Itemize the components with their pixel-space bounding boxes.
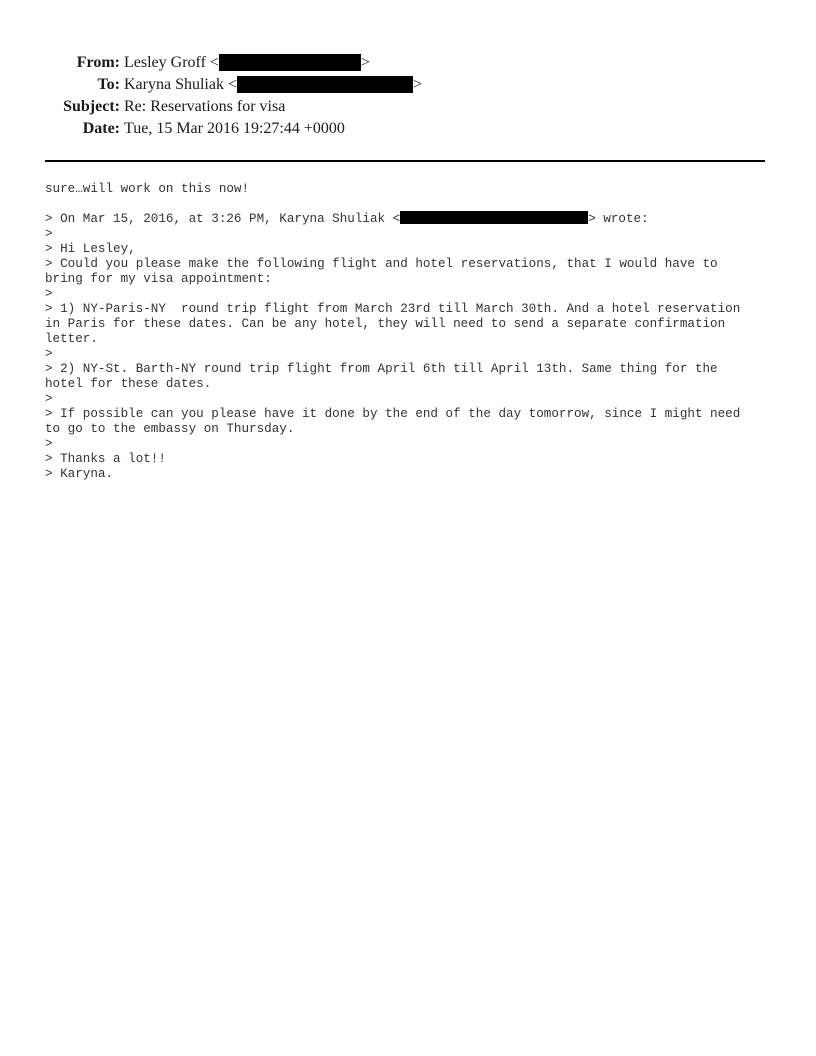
subject-label: Subject:	[63, 98, 120, 115]
subject-row	[0, 96, 816, 118]
quote-line: > Could you please make the following flight and hotel reservations, that I would have to	[45, 257, 718, 271]
quote-line: > Thanks a lot!!	[45, 452, 166, 466]
quote-line: >	[45, 227, 53, 241]
blank-line	[45, 197, 785, 212]
from-close: >	[360, 54, 370, 71]
quote-line: to go to the embassy on Thursday.	[45, 422, 295, 436]
quote-intro-pre: > On Mar 15, 2016, at 3:26 PM, Karyna Shuliak <	[45, 212, 401, 226]
reply-text: sure…will work on this now!	[45, 182, 250, 196]
to-label: To:	[97, 76, 120, 93]
quote-line: >	[45, 437, 53, 451]
redacted-email	[219, 54, 361, 71]
quote-intro-post: > wrote:	[588, 212, 649, 226]
quote-line: > Hi Lesley,	[45, 242, 136, 256]
header-divider	[45, 160, 765, 162]
from-value	[124, 52, 370, 74]
to-name: Karyna Shuliak <	[124, 76, 237, 93]
quote-line: > If possible can you please have it done by the end of the day tomorrow, since I might need	[45, 407, 741, 421]
date-label: Date:	[82, 120, 120, 137]
quote-line: in Paris for these dates. Can be any hotel, they will need to send a separate confirmation	[45, 317, 726, 331]
quote-line: >	[45, 287, 53, 301]
from-row	[0, 52, 816, 74]
redacted-email	[237, 76, 413, 93]
to-row	[0, 74, 816, 96]
quote-line: > 2) NY-St. Barth-NY round trip flight from April 6th till April 13th. Same thing for the	[45, 362, 718, 376]
quote-intro	[45, 212, 785, 227]
to-value	[124, 74, 422, 96]
date-value: Tue, 15 Mar 2016 19:27:44 +0000	[124, 120, 345, 137]
to-close: >	[413, 76, 423, 93]
email-header	[0, 52, 816, 140]
redacted-email	[400, 211, 588, 224]
from-label: From:	[76, 54, 120, 71]
from-name: Lesley Groff <	[124, 54, 219, 71]
quote-line: >	[45, 347, 53, 361]
email-body	[45, 182, 785, 482]
quote-line: letter.	[45, 332, 98, 346]
quote-line: > Karyna.	[45, 467, 114, 481]
quote-line: hotel for these dates.	[45, 377, 212, 391]
quote-line: >	[45, 392, 53, 406]
subject-value: Re: Reservations for visa	[124, 98, 286, 115]
quote-line: > 1) NY-Paris-NY round trip flight from March 23rd till March 30th. And a hotel reservation	[45, 302, 741, 316]
quote-line: bring for my visa appointment:	[45, 272, 272, 286]
date-row	[0, 118, 816, 140]
